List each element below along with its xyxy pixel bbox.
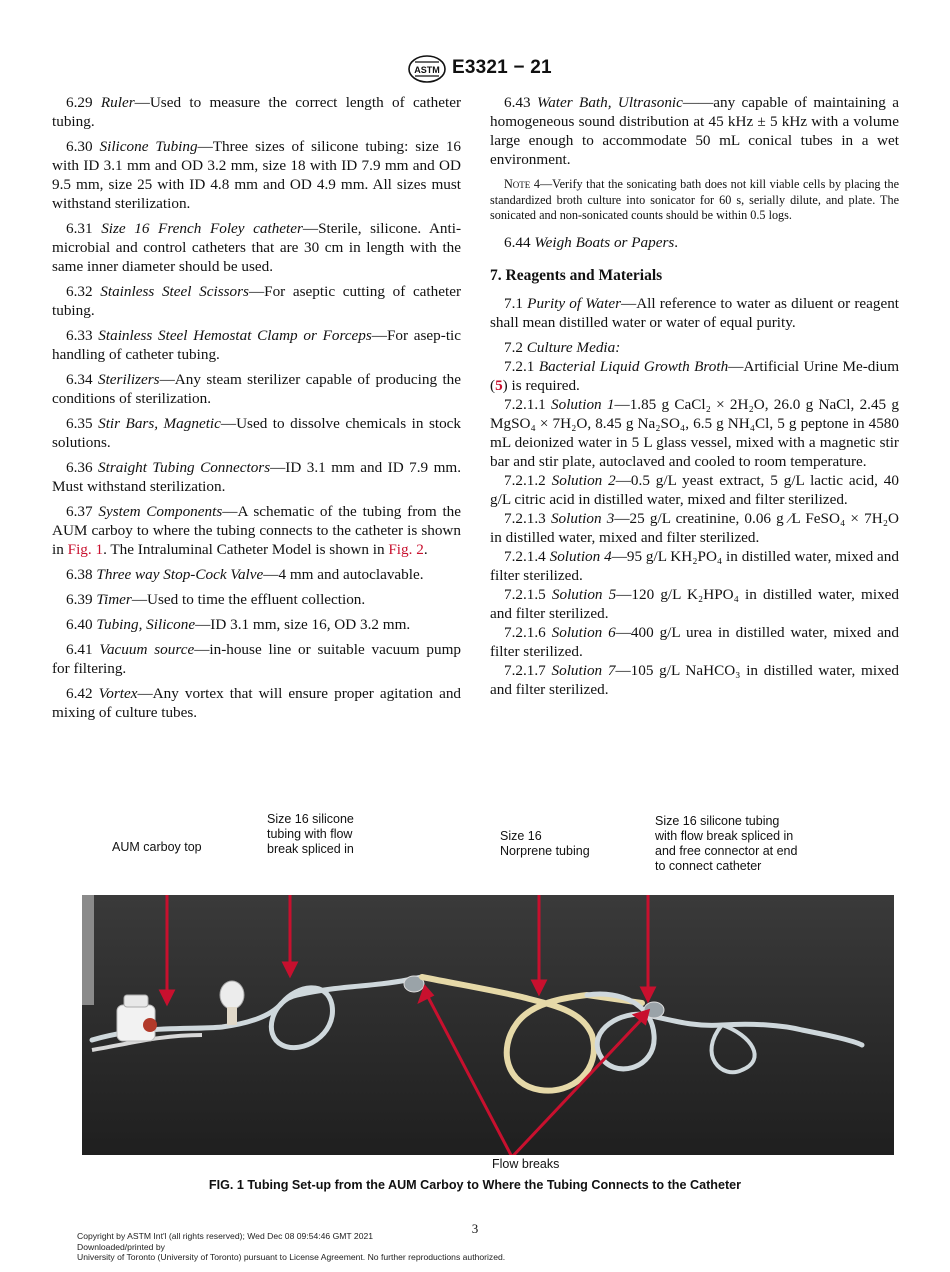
section-7-heading: 7. Reagents and Materials xyxy=(490,266,663,284)
section-7-2-1-1: 7.2.1.1 Solution 1—1.85 g CaCl₂ × 2H₂O, 26.0 g NaCl, 2.45 g MgSO₄ × 7H₂O, 8.45 g Na₂SO₄, 6.5 g NH₄Cl, 5 g peptone in 4580 mL deionized water in 5 L glass vessel, mixed with a magnetic stir bar and stir plate, autoclaved and cooled to room temperature. xyxy=(490,395,899,470)
document-id: E3321 − 21 xyxy=(452,57,552,78)
tubing-setup-photo xyxy=(82,895,894,1155)
left-column xyxy=(52,93,461,728)
figure-caption: FIG. 1 Tubing Set-up from the AUM Carboy to Where the Tubing Connects to the Catheter xyxy=(208,1178,742,1192)
label-norprene-tubing: Size 16 Norprene tubing xyxy=(500,829,590,858)
section-7-2-1-6: 7.2.1.6 Solution 6—400 g/L urea in distilled water, mixed and filter sterilized. xyxy=(490,623,899,660)
section-6-38: 6.38 Three way Stop-Cock Valve—4 mm and autoclavable. xyxy=(66,566,424,583)
section-6-36: 6.36 Straight Tubing Connectors—ID 3.1 mm and ID 7.9 mm. Must withstand sterilization. xyxy=(52,459,461,495)
section-6-37: 6.37 System Components—A schematic of the tubing from the AUM carboy to where the tubing connects to the catheter is shown in Fig. 1. The Intraluminal Catheter Model is shown in Fig. 2. xyxy=(52,503,462,558)
section-6-43: 6.43 Water Bath, Ultrasonic——any capable of maintaining a homogeneous sound distribution at 45 kHz ± 5 kHz with a volume large enough to accommodate 50 mL conical tubes in a wet environment. xyxy=(490,94,899,168)
footer-line-3: University of Toronto (University of Toronto) pursuant to License Agreement. No further reproductions authorized. xyxy=(77,1252,506,1262)
label-flow-breaks: Flow breaks xyxy=(492,1157,560,1171)
section-6-30: 6.30 Silicone Tubing—Three sizes of silicone tubing: size 16 with ID 3.1 mm and OD 3.2 mm, size 18 with ID 7.9 mm and OD 9.5 mm, size 25 with ID 4.8 mm and OD 4.9 mm. All sizes must withstand sterilization. xyxy=(52,138,462,212)
fig-2-link[interactable]: Fig. 2 xyxy=(388,541,424,558)
figure-1 xyxy=(82,810,894,1170)
section-6-32: 6.32 Stainless Steel Scissors—For aseptic cutting of catheter tubing. xyxy=(52,283,461,319)
section-7-2-1-5: 7.2.1.5 Solution 5—120 g/L K₂HPO₄ in distilled water, mixed and filter sterilized. xyxy=(490,585,899,622)
section-7-2-1-2: 7.2.1.2 Solution 2—0.5 g/L yeast extract, 5 g/L lactic acid, 40 g/L citric acid in distilled water, mixed and filter sterilized. xyxy=(490,471,899,508)
note-4: Note 4—Verify that the sonicating bath does not kill viable cells by placing the standardized broth culture into sonicator for 60 s, serially dilute, and plate. The sonicated and non-sonicated counts should be within 0.5 logs. xyxy=(490,177,899,222)
footer-line-2: Downloaded/printed by xyxy=(77,1241,165,1252)
svg-text:ASTM: ASTM xyxy=(414,65,440,75)
astm-logo-icon xyxy=(407,54,447,84)
right-column xyxy=(490,93,899,699)
footer-line-1: Copyright by ASTM Int'l (all rights reserved); Wed Dec 08 09:54:46 GMT 2021 xyxy=(77,1231,374,1241)
section-7-2-1: 7.2.1 Bacterial Liquid Growth Broth—Artificial Urine Me-dium (5) is required. xyxy=(490,357,900,394)
page-number: 3 xyxy=(471,1221,479,1236)
section-7-2-1-3: 7.2.1.3 Solution 3—25 g/L creatinine, 0.06 g ⁄L FeSO₄ × 7H₂O in distilled water, mixed and filter sterilized. xyxy=(490,509,899,546)
section-6-44: 6.44 Weigh Boats or Papers. xyxy=(504,233,679,251)
section-6-40: 6.40 Tubing, Silicone—ID 3.1 mm, size 16, OD 3.2 mm. xyxy=(66,616,411,633)
section-6-41: 6.41 Vacuum source—in-house line or suitable vacuum pump for filtering. xyxy=(52,641,461,677)
section-6-35: 6.35 Stir Bars, Magnetic—Used to dissolve chemicals in stock solutions. xyxy=(52,415,461,451)
section-6-34: 6.34 Sterilizers—Any steam sterilizer capable of producing the conditions of sterilization. xyxy=(52,371,462,407)
section-6-31: 6.31 Size 16 French Foley catheter—Sterile, silicone. Anti-microbial and control catheters that are 30 cm in length with the same inner diameter should be used. xyxy=(52,220,462,275)
section-6-42: 6.42 Vortex—Any vortex that will ensure proper agitation and mixing of culture tubes. xyxy=(52,685,462,721)
section-7-2: 7.2 Culture Media: xyxy=(504,338,621,356)
fig-1-link[interactable]: Fig. 1 xyxy=(67,541,104,558)
label-size16-free-connector: Size 16 silicone tubing with flow break spliced in and free connector at end to connect catheter xyxy=(655,814,798,873)
section-7-1: 7.1 Purity of Water—All reference to water as diluent or reagent shall mean distilled water or water of equal purity. xyxy=(490,294,900,331)
section-7-2-1-4: 7.2.1.4 Solution 4—95 g/L KH₂PO₄ in distilled water, mixed and filter sterilized. xyxy=(490,547,899,584)
label-size16-flow-break: Size 16 silicone tubing with flow break spliced in xyxy=(267,812,354,856)
section-6-39: 6.39 Timer—Used to time the effluent collection. xyxy=(66,591,366,608)
section-7-2-1-7: 7.2.1.7 Solution 7—105 g/L NaHCO₃ in distilled water, mixed and filter sterilized. xyxy=(490,661,899,698)
copyright-footer xyxy=(77,1231,505,1263)
section-6-33: 6.33 Stainless Steel Hemostat Clamp or Forceps—For asep-tic handling of catheter tubing. xyxy=(52,327,461,363)
label-aum-carboy-top: AUM carboy top xyxy=(112,840,202,854)
reference-5-link[interactable]: 5 xyxy=(495,376,503,394)
section-6-29: 6.29 Ruler—Used to measure the correct length of catheter tubing. xyxy=(52,94,461,130)
